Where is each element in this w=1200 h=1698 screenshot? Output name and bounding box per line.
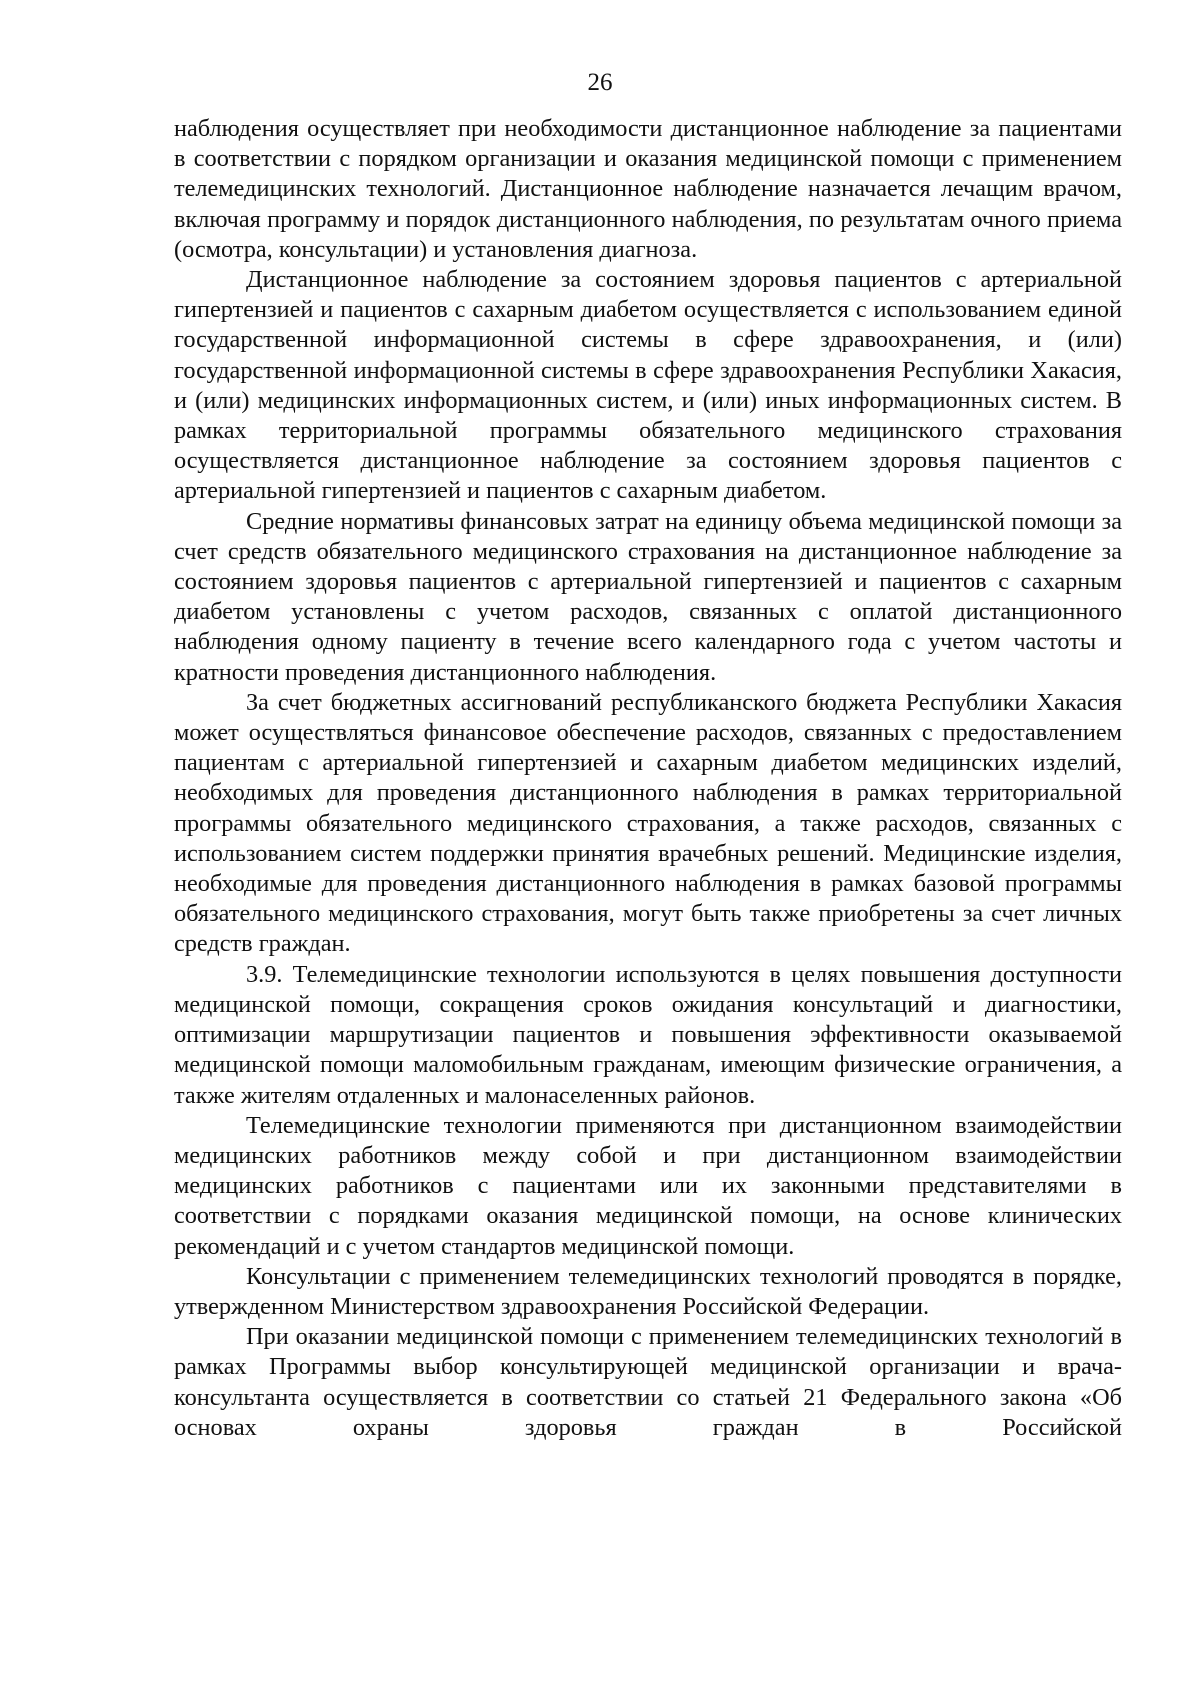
paragraph: Дистанционное наблюдение за состоянием здоровья пациентов с артериальной гипертензией и пациентов с сахарным диабетом осуществляется с использованием единой государственной информационной системы в сфере здравоохранения, и (или) государственной информационной системы в сфере здравоохранения Республики Хакасия, и (или) медицинских информационных систем, и (или) иных информационных систем. В рамках территориальной программы обязательного медицинского страхования осуществляется дистанционное наблюдение за состоянием здоровья пациентов с артериальной гипертензией и пациентов с сахарным диабетом. (174, 266, 1122, 505)
paragraph: Консультации с применением телемедицинских технологий проводятся в порядке, утвержденном Министерством здравоохранения Российской Федерации. (174, 1262, 1122, 1320)
body-text (174, 114, 1122, 1443)
paragraph: При оказании медицинской помощи с применением телемедицинских технологий в рамках Программы выбор консультирующей медицинской организации и врача-консультанта осуществляется в соответствии со статьей 21 Федерального закона «Об основах охраны здоровья граждан в Российской (174, 1323, 1122, 1441)
paragraph: Средние нормативы финансовых затрат на единицу объема медицинской помощи за счет средств обязательного медицинского страхования на дистанционное наблюдение за состоянием здоровья пациентов с артериальной гипертензией и пациентов с сахарным диабетом установлены с учетом расходов, связанных с оплатой дистанционного наблюдения одному пациенту в течение всего календарного года с учетом частоты и кратности проведения дистанционного наблюдения. (174, 507, 1122, 686)
paragraph: Телемедицинские технологии применяются при дистанционном взаимодействии медицинских работников между собой и при дистанционном взаимодействии медицинских работников с пациентами или их законными представителями в соответствии с порядками оказания медицинской помощи, на основе клинических рекомендаций и с учетом стандартов медицинской помощи. (174, 1111, 1122, 1260)
paragraph: наблюдения осуществляет при необходимости дистанционное наблюдение за пациентами в соответствии с порядком организации и оказания медицинской помощи с применением телемедицинских технологий. Дистанционное наблюдение назначается лечащим врачом, включая программу и порядок дистанционного наблюдения, по результатам очного приема (осмотра, консультации) и установления диагноза. (174, 115, 1122, 263)
page-number: 26 (587, 69, 613, 96)
paragraph: За счет бюджетных ассигнований республиканского бюджета Республики Хакасия может осуществляться финансовое обеспечение расходов, связанных с предоставлением пациентам с артериальной гипертензией и сахарным диабетом медицинских изделий, необходимых для проведения дистанционного наблюдения в рамках территориальной программы обязательного медицинского страхования, а также расходов, связанных с использованием систем поддержки принятия врачебных решений. Медицинские изделия, необходимые для проведения дистанционного наблюдения в рамках базовой программы обязательного медицинского страхования, могут быть также приобретены за счет личных средств граждан. (174, 688, 1122, 958)
paragraph: 3.9. Телемедицинские технологии используются в целях повышения доступности медицинской помощи, сокращения сроков ожидания консультаций и диагностики, оптимизации маршрутизации пациентов и повышения эффективности оказываемой медицинской помощи маломобильным гражданам, имеющим физические ограничения, а также жителям отдаленных и малонаселенных районов. (174, 960, 1122, 1109)
